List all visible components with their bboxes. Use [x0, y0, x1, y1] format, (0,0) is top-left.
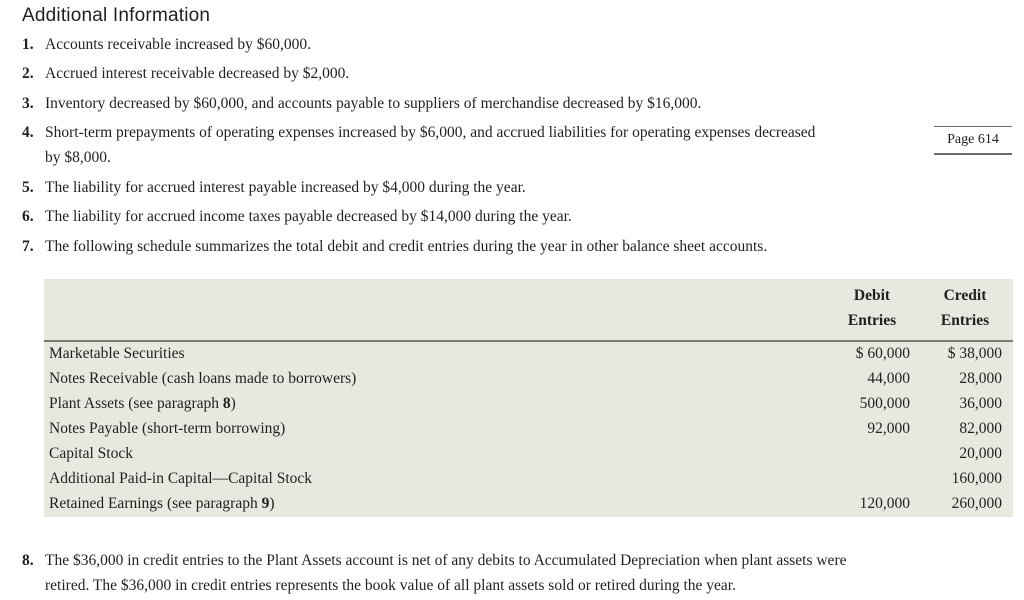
item-number: 8. [22, 552, 34, 569]
item-text-line-2: retired. The $36,000 in credit entries represents the book value of all plant assets sold or retired during the year. [45, 577, 736, 594]
table-row [44, 466, 1013, 491]
table-row [44, 441, 1013, 466]
credit-value: 36,000 [959, 395, 1002, 412]
item-text: The following schedule summarizes the total debit and credit entries during the year in other balance sheet accounts. [45, 238, 768, 255]
credit-header-line-1: Credit [943, 287, 987, 304]
credit-value: 260,000 [951, 495, 1002, 512]
page-reference-marker: Page 614 [934, 126, 1012, 155]
item-number: 7. [22, 238, 34, 255]
account-name-suffix: ) [230, 395, 236, 412]
item-text: The liability for accrued interest payable increased by $4,000 during the year. [45, 179, 526, 196]
account-name: Marketable Securities [49, 345, 185, 362]
debit-value: 44,000 [867, 370, 910, 387]
account-name: Notes Payable (short-term borrowing) [49, 420, 286, 437]
balance-sheet-schedule-table [44, 279, 1013, 517]
table-row [44, 416, 1013, 441]
debit-value: 92,000 [867, 420, 910, 437]
table-row [44, 366, 1013, 391]
item-text: Inventory decreased by $60,000, and accounts payable to suppliers of merchandise decreased by $16,000. [45, 95, 702, 112]
item-text: The liability for accrued income taxes payable decreased by $14,000 during the year. [45, 208, 572, 225]
debit-value: 500,000 [859, 395, 910, 412]
table-row [44, 341, 1013, 366]
account-name: Notes Receivable (cash loans made to borrowers) [49, 370, 357, 387]
credit-header-line-2: Entries [940, 312, 990, 329]
account-name-suffix: ) [269, 495, 275, 512]
table-row [44, 391, 1013, 416]
section-heading: Additional Information [22, 5, 211, 26]
item-text: Accrued interest receivable decreased by $2,000. [45, 65, 350, 82]
credit-value: 82,000 [959, 420, 1002, 437]
debit-value: $ 60,000 [855, 345, 910, 362]
table-row [44, 491, 1013, 516]
paragraph-ref: 9 [261, 495, 270, 512]
item-text: Accounts receivable increased by $60,000. [45, 36, 311, 53]
account-name [49, 391, 236, 416]
account-name-text: Retained Earnings (see paragraph [49, 495, 262, 512]
debit-value: 120,000 [859, 495, 910, 512]
item-text-line-1: Short-term prepayments of operating expenses increased by $6,000, and accrued liabilities for operating expenses decreased [45, 124, 816, 141]
item-number: 1. [22, 36, 34, 53]
item-text-line-1: The $36,000 in credit entries to the Plant Assets account is net of any debits to Accumulated Depreciation when plant assets were [45, 552, 847, 569]
credit-value: 160,000 [951, 470, 1002, 487]
credit-value: 20,000 [959, 445, 1002, 462]
credit-value: 28,000 [959, 370, 1002, 387]
debit-header-line-1: Debit [853, 287, 891, 304]
account-name [49, 491, 275, 516]
item-number: 3. [22, 95, 34, 112]
debit-header-line-2: Entries [847, 312, 897, 329]
account-name: Additional Paid-in Capital—Capital Stock [49, 470, 313, 487]
credit-value: $ 38,000 [947, 345, 1002, 362]
account-name: Capital Stock [49, 445, 133, 462]
item-number: 4. [22, 124, 34, 141]
item-number: 6. [22, 208, 34, 225]
item-text-line-2: by $8,000. [45, 149, 111, 166]
item-number: 2. [22, 65, 34, 82]
paragraph-ref: 8 [222, 395, 231, 412]
account-name-text: Plant Assets (see paragraph [49, 395, 223, 412]
item-number: 5. [22, 179, 34, 196]
